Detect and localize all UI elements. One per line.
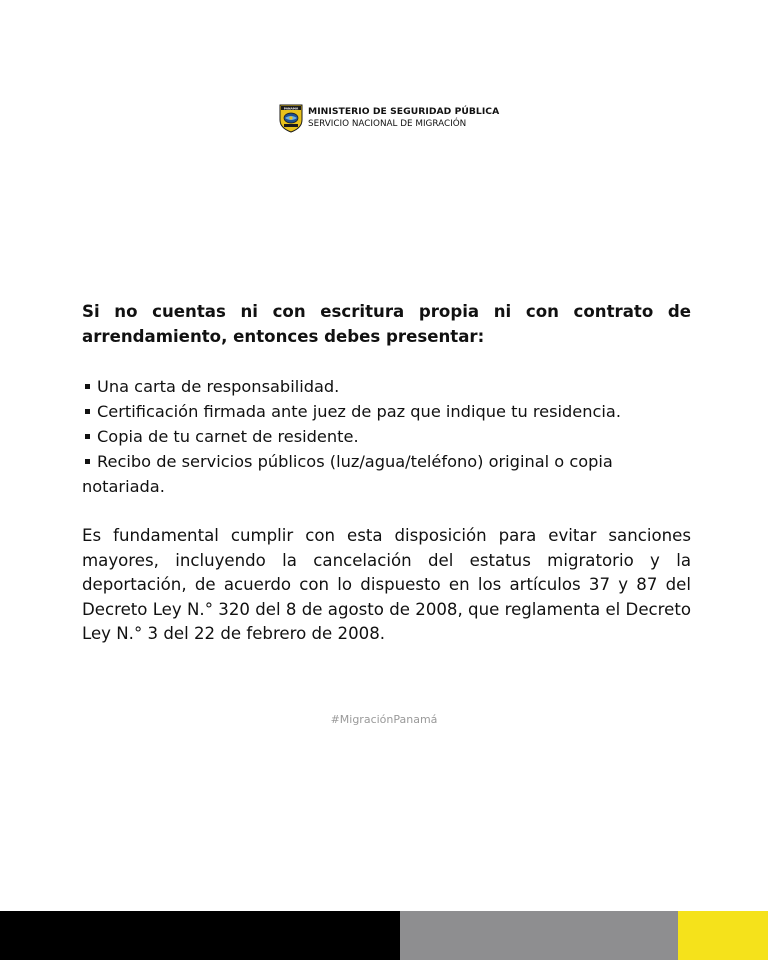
ministry-name: MINISTERIO DE SEGURIDAD PÚBLICA xyxy=(308,106,500,117)
legal-note: Es fundamental cumplir con esta disposición para evitar sanciones mayores, incluyendo la cancelación del estatus migratorio y la deportación, de acuerdo con lo dispuesto en los artículos 37 y 87 del Decreto Ley N.° 320 del 8 de agosto de 2008, que reglamenta el Decreto Ley N.° 3 del 22 de febrero de 2008. xyxy=(82,526,691,644)
square-bullet-icon xyxy=(85,434,90,439)
hashtag: #MigraciónPanamá xyxy=(330,713,438,726)
footer-bar-yellow xyxy=(678,911,768,960)
requirement-text: Recibo de servicios públicos (luz/agua/teléfono) original o copia notariada. xyxy=(82,452,613,496)
requirement-item xyxy=(82,399,691,424)
requirement-item xyxy=(82,449,691,499)
requirement-item xyxy=(82,374,691,399)
logo-text xyxy=(308,106,499,130)
migration-seal-icon xyxy=(279,103,303,133)
requirement-text: Copia de tu carnet de residente. xyxy=(97,427,359,446)
square-bullet-icon xyxy=(85,459,90,464)
requirement-item xyxy=(82,424,691,449)
service-name: SERVICIO NACIONAL DE MIGRACIÓN xyxy=(308,119,467,129)
intro-heading: Si no cuentas ni con escritura propia ni con contrato de arrendamiento, entonces debes presentar: xyxy=(82,302,691,346)
seal-text: PANAMÁ xyxy=(283,106,299,111)
square-bullet-icon xyxy=(85,384,90,389)
header-logo xyxy=(279,103,499,133)
square-bullet-icon xyxy=(85,409,90,414)
footer-color-bar xyxy=(0,911,768,960)
requirement-text: Una carta de responsabilidad. xyxy=(97,377,340,396)
requirement-text: Certificación firmada ante juez de paz que indique tu residencia. xyxy=(97,402,621,421)
requirements-list xyxy=(82,374,691,499)
main-content xyxy=(82,299,691,647)
footer-bar-gray xyxy=(400,911,678,960)
footer-bar-black xyxy=(0,911,400,960)
